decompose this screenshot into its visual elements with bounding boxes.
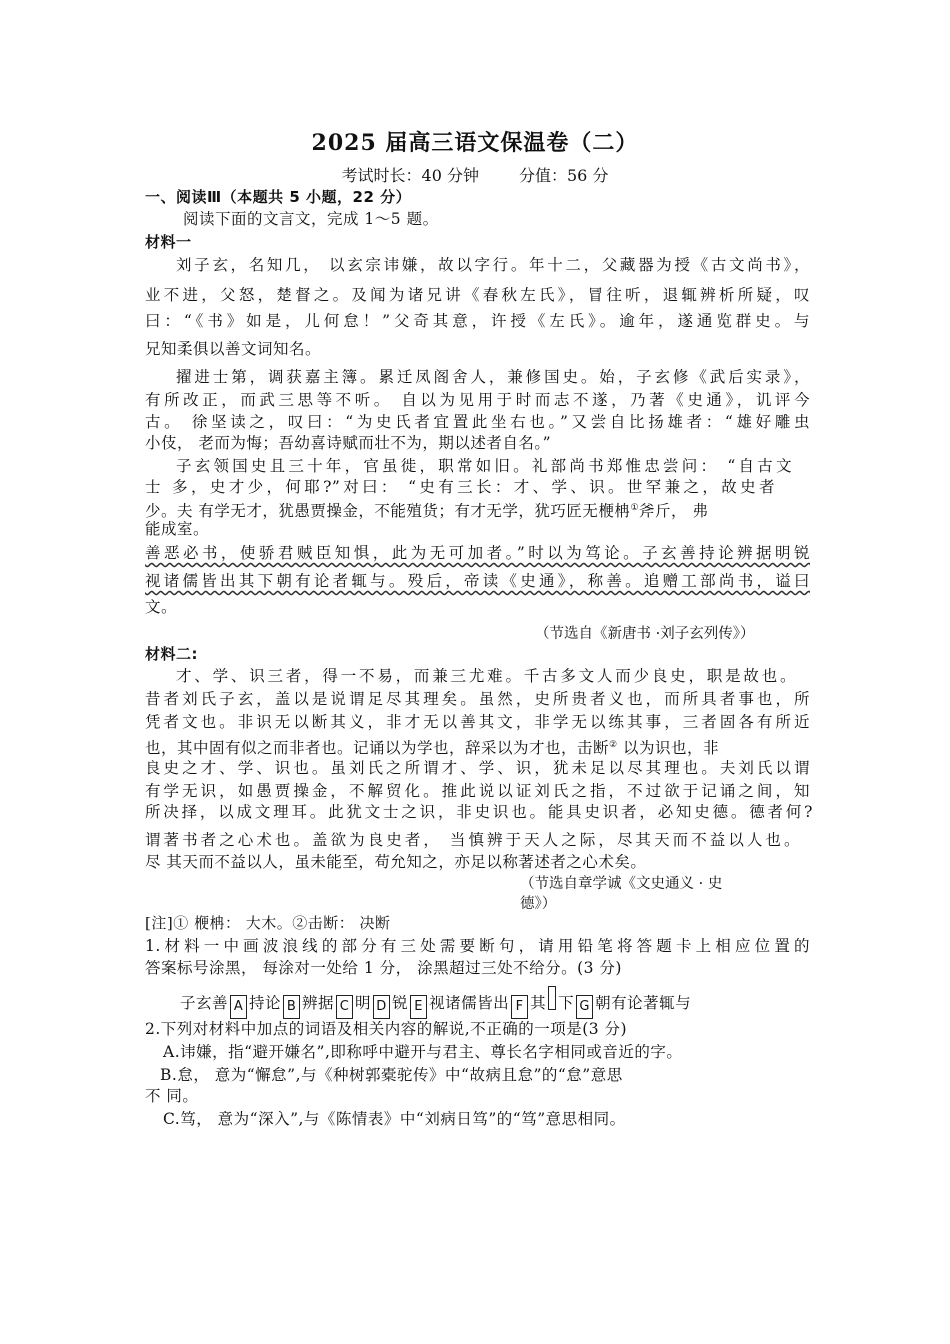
wavy-underlined-line: 善恶必书，使骄君贼臣知惧，此为无可加者。”时以为笃论。子玄善持论辨据明锐 (145, 544, 810, 562)
answer-box-b[interactable]: B (283, 995, 300, 1019)
exam-time: 考试时长：40 分钟 (341, 166, 479, 185)
material2-line-text: 以为识也，非 (617, 739, 720, 758)
question2-option-b: B.怠， 意为“懈怠”,与《种树郭橐驼传》中“故病且怠”的“怠”意思 (160, 1066, 623, 1084)
segment-text: 子玄善 (180, 994, 229, 1012)
material1-line: 刘子玄，名知几， 以玄宗讳嫌，故以字行。年十二，父藏器为授《古文尚书》， (176, 256, 810, 274)
material2-line: 有学无识，如愚贾操金，不解贸化。推此说以证刘氏之指，不过欲于记诵之间，知 (145, 782, 810, 800)
segment-text: 下 (558, 994, 575, 1012)
question1-stem: 1.材料一中画波浪线的部分有三处需要断句，请用铅笔将答题卡上相应位置的 (145, 937, 810, 955)
question2-stem: 2.下列对材料中加点的词语及相关内容的解说,不正确的一项是(3 分) (145, 1020, 628, 1038)
segment-text: 持论 (249, 994, 282, 1012)
answer-box-f[interactable]: F (511, 995, 528, 1019)
material1-line: 曰：“《书》如是，儿何怠！”父奇其意，许授《左氏》。逾年，遂通览群史。与 (145, 312, 810, 330)
material1-line: 小伎， 老而为悔；吾幼喜诗赋而壮不为，期以述者自名。” (145, 434, 552, 452)
material2-label: 材料二: (145, 645, 198, 663)
question2-option-c: C.笃， 意为“深入”,与《陈情表》中“刘病日笃”的“笃”意思相同。 (163, 1110, 626, 1128)
answer-box-c[interactable]: C (336, 995, 353, 1019)
material1-line: 文。 (145, 598, 178, 616)
exam-score: 分值：56 分 (519, 166, 609, 185)
material1-line: 有所改正，而武三思等不听。 自以为见用于时而志不遂，乃著《史通》，讥评今 (145, 391, 810, 409)
material1-source: （节选自《新唐书 ·刘子玄列传》） (535, 626, 755, 642)
answer-box-blank[interactable] (548, 986, 556, 1010)
answer-box-g[interactable]: G (576, 995, 593, 1019)
answer-box-e[interactable]: E (410, 995, 427, 1019)
answer-choice-row (180, 986, 691, 1019)
material2-line: 谓著书者之心术也。盖欲为良史者， 当慎辨于天人之际，尽其天而不益以人也。 (145, 831, 800, 849)
section-instruction: 阅读下面的文言文，完成 1～5 题。 (183, 210, 439, 228)
material1-line: 古。 徐坚读之，叹曰：“为史氏者宜置此坐右也。”又尝自比扬雄者：“雄好雕虫 (145, 413, 810, 431)
material1-line: 兄知柔俱以善文词知名。 (145, 340, 322, 358)
material2-source-cont: 德》） (520, 896, 557, 912)
segment-text: 锐 (392, 994, 409, 1012)
material1-line-text: 少。夫 有学无才，犹愚贾操金，不能殖货；有才无学，犹巧匠无楩柟 (145, 502, 631, 521)
material1-line: 擢进士第，调获嘉主簿。累迁凤阁舍人，兼修国史。始，子玄修《武后实录》， (176, 368, 810, 386)
answer-box-a[interactable]: A (230, 995, 247, 1019)
segment-text: 其 (530, 994, 547, 1012)
page-title: 2025 届高三语文保温卷（二） (311, 130, 639, 156)
material1-line: 士 多，史才少，何耶?”对曰： “史有三长：才、学、识。世罕兼之，故史者 (145, 478, 775, 496)
material2-line (145, 734, 810, 759)
segment-text: 明 (355, 994, 372, 1012)
question2-option-b-cont: 不 同。 (145, 1087, 199, 1105)
material1-line: 子玄领国史且三十年，官虽徙，职常如旧。礼部尚书郑惟忠尝问： “自古文 (176, 457, 792, 475)
footnote: [注]① 楩柟： 大木。②击断： 决断 (145, 914, 391, 932)
material1-label: 材料一 (145, 233, 192, 251)
note-mark-2: ② (609, 740, 618, 750)
material2-line: 才、学、识三者，得一不易，而兼三尤难。千古多文人而少良史，职是故也。 (176, 667, 796, 685)
material1-line: 能成室。 (145, 520, 210, 538)
segment-text: 视诸儒皆出 (429, 994, 510, 1012)
material2-source: （节选自章学诚《文史通义 · 史 (520, 876, 723, 892)
material2-line: 良史之才、学、识也。虽刘氏之所谓才、学、识，犹未足以尽其理也。夫刘氏以谓 (145, 759, 810, 777)
answer-box-d[interactable]: D (373, 995, 390, 1019)
wavy-underlined-line: 视诸儒皆出其下朝有论者辄与。殁后，帝读《史通》，称善。追赠工部尚书，谥曰 (145, 572, 810, 590)
exam-info (0, 163, 950, 186)
question2-option-a: A.讳嫌，指“避开嫌名”,即称呼中避开与君主、尊长名字相同或音近的字。 (163, 1043, 683, 1061)
question1-stem-cont: 答案标号涂黑， 每涂对一处给 1 分， 涂黑超过三处不给分。(3 分) (145, 959, 622, 977)
material2-line: 尽 其天而不益以人，虽未能至，苟允知之，亦足以称著述者之心术矣。 (145, 853, 647, 871)
material1-line: 业不进，父怒，楚督之。及闻为诸兄讲《春秋左氏》，冒往听，退辄辨析所疑，叹 (145, 286, 810, 304)
material2-line: 凭者文也。非识无以断其义，非才无以善其文，非学无以练其事，三者固各有所近 (145, 713, 810, 731)
material1-line-text: 斧斤， 弗 (639, 502, 709, 521)
section-heading: 一、阅读Ⅲ（本题共 5 小题，22 分） (145, 188, 412, 206)
segment-text: 辨据 (302, 994, 335, 1012)
material2-line: 所决择，以成文理耳。此犹文士之识，非史识也。能具史识者，必知史德。德者何? (145, 803, 813, 821)
note-mark-1: ① (630, 503, 640, 513)
segment-text: 朝有论著辄与 (595, 994, 692, 1012)
material2-line: 昔者刘氏子玄，盖以是说谓足尽其理矣。虽然，史所贵者义也，而所具者事也，所 (145, 690, 810, 708)
material2-line-text: 也，其中固有似之而非者也。记诵以为学也，辞采以为才也，击断 (145, 739, 610, 758)
